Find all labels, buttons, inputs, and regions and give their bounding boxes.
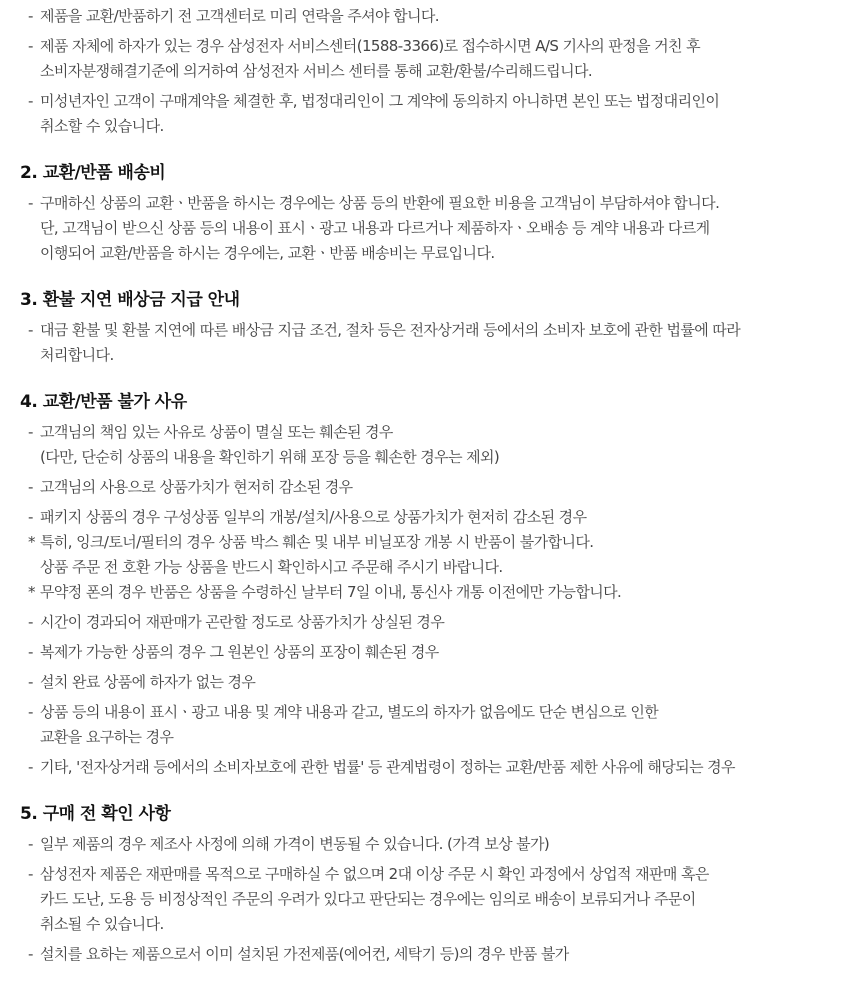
item-text-line: (다만, 단순히 상품의 내용을 확인하기 위해 포장 등을 훼손한 경우는 제외) [40, 448, 500, 466]
list-item [20, 89, 860, 139]
item-text-line: 복제가 가능한 상품의 경우 그 원본인 상품의 포장이 훼손된 경우 [40, 643, 439, 661]
list-item [20, 832, 860, 857]
bullet-marker: - [28, 508, 33, 526]
item-text-line: 상품 등의 내용이 표시ㆍ광고 내용 및 계약 내용과 같고, 별도의 하자가 없음에도 단순 변심으로 인한 [40, 703, 659, 721]
item-text-line: 설치 완료 상품에 하자가 없는 경우 [40, 673, 256, 691]
bullet-marker: - [28, 758, 33, 776]
list-item [20, 862, 860, 937]
bullet-marker: - [28, 194, 33, 212]
top-section [20, 4, 860, 139]
policy-section [20, 288, 860, 368]
item-text-line: 미성년자인 고객이 구매계약을 체결한 후, 법정대리인이 그 계약에 동의하지 아니하면 본인 또는 법정대리인이 [40, 92, 720, 110]
bullet-marker: - [28, 945, 33, 963]
list-item [20, 640, 860, 665]
item-text-line: 처리합니다. [40, 346, 114, 364]
bullet-marker: - [28, 643, 33, 661]
bullet-marker: - [28, 7, 33, 25]
list-item [20, 670, 860, 695]
item-text-line: 패키지 상품의 경우 구성상품 일부의 개봉/설치/사용으로 상품가치가 현저히 감소된 경우 [40, 508, 587, 526]
bullet-marker: - [28, 673, 33, 691]
note-item [20, 580, 860, 605]
bullet-marker: - [28, 613, 33, 631]
bullet-marker: - [28, 703, 33, 721]
list-item [20, 4, 860, 29]
item-text-line: 기타, '전자상거래 등에서의 소비자보호에 관한 법률' 등 관계법령이 정하는 교환/반품 제한 사유에 해당되는 경우 [40, 758, 735, 776]
policy-section [20, 390, 860, 780]
bullet-marker: * [28, 583, 35, 601]
item-text-line: 일부 제품의 경우 제조사 사정에 의해 가격이 변동될 수 있습니다. (가격 보상 불가) [40, 835, 550, 853]
list-item [20, 475, 860, 500]
note-item [20, 530, 860, 580]
list-item [20, 420, 860, 470]
item-text-line: 제품을 교환/반품하기 전 고객센터로 미리 연락을 주셔야 합니다. [40, 7, 439, 25]
section-heading: 3. 환불 지연 배상금 지급 안내 [20, 290, 240, 310]
list-item [20, 318, 860, 368]
policy-section [20, 161, 860, 266]
list-item [20, 34, 860, 84]
sections-container [20, 161, 860, 967]
item-text-line: 대금 환불 및 환불 지연에 따른 배상금 지급 조건, 절차 등은 전자상거래 등에서의 소비자 보호에 관한 법률에 따라 [40, 321, 741, 339]
item-text-line: 제품 자체에 하자가 있는 경우 삼성전자 서비스센터(1588-3366)로 접수하시면 A/S 기사의 판정을 거친 후 [40, 37, 700, 55]
list-item [20, 610, 860, 635]
list-item [20, 191, 860, 266]
item-text-line: 무약정 폰의 경우 반품은 상품을 수령하신 날부터 7일 이내, 통신사 개통 이전에만 가능합니다. [40, 583, 622, 601]
item-text-line: 고객님의 사용으로 상품가치가 현저히 감소된 경우 [40, 478, 353, 496]
item-text-line: 설치를 요하는 제품으로서 이미 설치된 가전제품(에어컨, 세탁기 등)의 경우 반품 불가 [40, 945, 569, 963]
bullet-marker: - [28, 835, 33, 853]
item-text-line: 카드 도난, 도용 등 비정상적인 주문의 우려가 있다고 판단되는 경우에는 임의로 배송이 보류되거나 주문이 [40, 890, 696, 908]
list-item [20, 505, 860, 530]
policy-section [20, 802, 860, 967]
item-text-line: 단, 고객님이 받으신 상품 등의 내용이 표시ㆍ광고 내용과 다르거나 제품하자ㆍ오배송 등 계약 내용과 다르게 [40, 219, 710, 237]
item-text-line: 구매하신 상품의 교환ㆍ반품을 하시는 경우에는 상품 등의 반환에 필요한 비용을 고객님이 부담하셔야 합니다. [40, 194, 720, 212]
item-text-line: 취소될 수 있습니다. [40, 915, 164, 933]
list-item [20, 755, 860, 780]
item-text-line: 고객님의 책임 있는 사유로 상품이 멸실 또는 훼손된 경우 [40, 423, 393, 441]
bullet-marker: - [28, 423, 33, 441]
bullet-marker: - [28, 321, 33, 339]
item-text-line: 특히, 잉크/토너/필터의 경우 상품 박스 훼손 및 내부 비닐포장 개봉 시 반품이 불가합니다. [40, 533, 594, 551]
item-text-line: 교환을 요구하는 경우 [40, 728, 174, 746]
section-heading: 5. 구매 전 확인 사항 [20, 804, 171, 824]
item-text-line: 시간이 경과되어 재판매가 곤란할 정도로 상품가치가 상실된 경우 [40, 613, 445, 631]
section-heading: 2. 교환/반품 배송비 [20, 163, 166, 183]
bullet-marker: - [28, 478, 33, 496]
item-text-line: 취소할 수 있습니다. [40, 117, 164, 135]
item-text-line: 삼성전자 제품은 재판매를 목적으로 구매하실 수 없으며 2대 이상 주문 시 확인 과정에서 상업적 재판매 혹은 [40, 865, 709, 883]
list-item [20, 700, 860, 750]
section-heading: 4. 교환/반품 불가 사유 [20, 392, 187, 412]
item-text-line: 이행되어 교환/반품을 하시는 경우에는, 교환ㆍ반품 배송비는 무료입니다. [40, 244, 495, 262]
list-item [20, 942, 860, 967]
bullet-marker: - [28, 865, 33, 883]
bullet-marker: - [28, 92, 33, 110]
bullet-marker: * [28, 533, 35, 551]
item-text-line: 상품 주문 전 호환 가능 상품을 반드시 확인하시고 주문해 주시기 바랍니다. [40, 558, 503, 576]
item-text-line: 소비자분쟁해결기준에 의거하여 삼성전자 서비스 센터를 통해 교환/환불/수리해드립니다. [40, 62, 593, 80]
bullet-marker: - [28, 37, 33, 55]
